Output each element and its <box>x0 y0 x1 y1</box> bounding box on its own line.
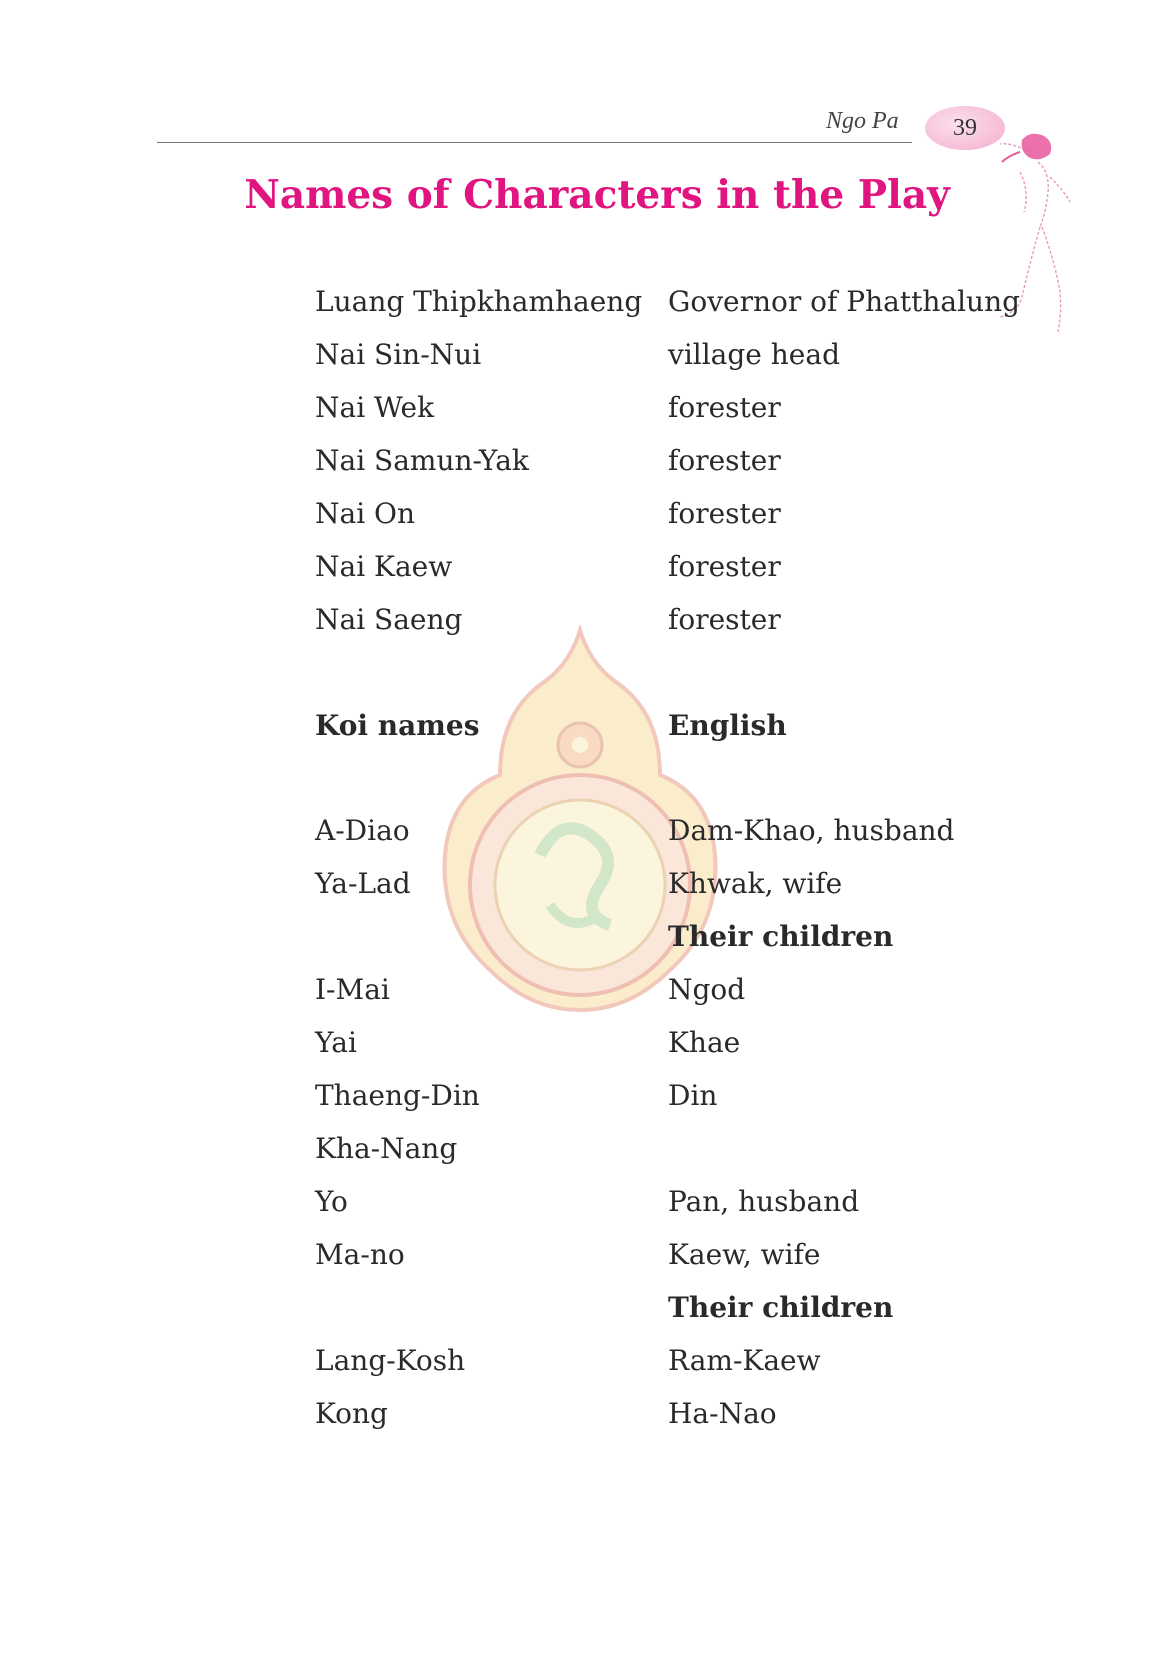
cast-role: forester <box>668 444 781 477</box>
cast-name: Nai Wek <box>315 391 435 424</box>
english-name: Ngod <box>668 973 746 1006</box>
running-title: Ngo Pa <box>826 108 899 134</box>
cast-role: Governor of Phatthalung <box>668 285 1021 318</box>
koi-name: Ya-Lad <box>315 867 411 900</box>
children-subheading: Their children <box>668 1291 894 1324</box>
koi-name: Thaeng-Din <box>315 1079 480 1112</box>
cast-name: Nai Kaew <box>315 550 453 583</box>
cast-name: Nai On <box>315 497 416 530</box>
koi-name: A-Diao <box>315 814 410 847</box>
cast-role: village head <box>668 338 840 371</box>
cast-role: forester <box>668 497 781 530</box>
koi-name: Ma-no <box>315 1238 405 1271</box>
english-name: Khwak, wife <box>668 867 843 900</box>
cast-name: Luang Thipkhamhaeng <box>315 285 643 318</box>
koi-name: Lang-Kosh <box>315 1344 466 1377</box>
page-number: 39 <box>953 114 977 141</box>
english-header: English <box>668 709 787 742</box>
english-name: Kaew, wife <box>668 1238 821 1271</box>
english-name: Ram-Kaew <box>668 1344 821 1377</box>
english-name: Ha-Nao <box>668 1397 777 1430</box>
koi-name: Kong <box>315 1397 388 1430</box>
page-title: Names of Characters in the Play <box>244 172 950 218</box>
koi-name: Yai <box>315 1026 357 1059</box>
koi-name: I-Mai <box>315 973 390 1006</box>
cast-name: Nai Sin-Nui <box>315 338 482 371</box>
koi-names-header: Koi names <box>315 709 480 742</box>
english-name: Dam-Khao, husband <box>668 814 955 847</box>
english-name: Khae <box>668 1026 741 1059</box>
koi-name: Kha-Nang <box>315 1132 458 1165</box>
cast-name: Nai Samun-Yak <box>315 444 529 477</box>
cast-role: forester <box>668 550 781 583</box>
cast-role: forester <box>668 391 781 424</box>
english-name: Din <box>668 1079 718 1112</box>
english-name: Pan, husband <box>668 1185 860 1218</box>
cast-role: forester <box>668 603 781 636</box>
children-subheading: Their children <box>668 920 894 953</box>
koi-name: Yo <box>315 1185 348 1218</box>
cast-name: Nai Saeng <box>315 603 463 636</box>
